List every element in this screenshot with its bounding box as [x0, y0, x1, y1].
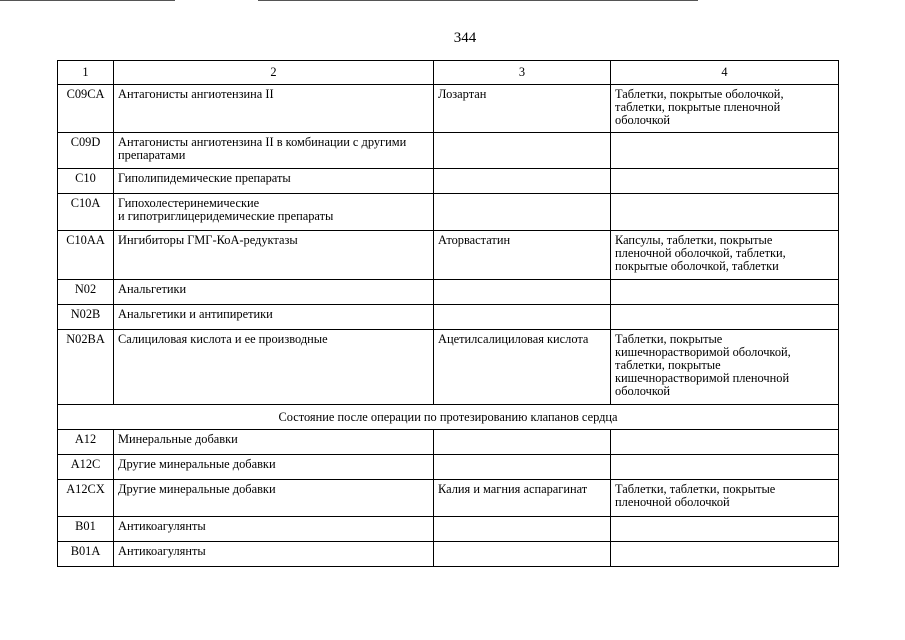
- dosage-form-cell: [611, 430, 839, 455]
- group-name-cell-text: Антикоагулянты: [118, 519, 206, 533]
- dosage-form-cell: [611, 280, 839, 305]
- group-name-cell-text: Другие минеральные добавки: [118, 482, 276, 496]
- table-row: [58, 194, 839, 231]
- table-row: [58, 169, 839, 194]
- substance-cell: [434, 330, 611, 405]
- group-name-cell-text: Салициловая кислота и ее производные: [118, 332, 328, 346]
- table-row: [58, 305, 839, 330]
- substance-cell: [434, 231, 611, 280]
- group-name-cell: [114, 330, 434, 405]
- atc-code-cell: [58, 194, 114, 231]
- dosage-form-cell-text: Таблетки, покрытые оболочкой, таблетки, покрытые пленочной оболочкой: [615, 87, 784, 127]
- section-row: [58, 405, 839, 430]
- header-row: [58, 61, 839, 85]
- dosage-form-cell: [611, 517, 839, 542]
- group-name-cell: [114, 517, 434, 542]
- atc-code-cell: [58, 305, 114, 330]
- table-row: [58, 85, 839, 133]
- group-name-cell: [114, 85, 434, 133]
- column-header-1: 1: [58, 61, 114, 85]
- column-header-2: 2: [114, 61, 434, 85]
- group-name-cell-text: Ингибиторы ГМГ-КоА-редуктазы: [118, 233, 298, 247]
- dosage-form-cell: [611, 305, 839, 330]
- top-edge-line-left: [0, 0, 175, 1]
- column-header-4: 4: [611, 61, 839, 85]
- dosage-form-cell: [611, 133, 839, 169]
- substance-cell: [434, 305, 611, 330]
- table-row: [58, 542, 839, 567]
- atc-code-cell: [58, 542, 114, 567]
- group-name-cell: [114, 280, 434, 305]
- atc-code-cell: [58, 231, 114, 280]
- atc-code-cell-text: B01: [75, 519, 96, 533]
- group-name-cell: [114, 480, 434, 517]
- group-name-cell-text: Гиполипидемические препараты: [118, 171, 291, 185]
- dosage-form-cell: [611, 480, 839, 517]
- drug-table: [57, 60, 839, 567]
- atc-code-cell-text: A12: [74, 432, 97, 446]
- substance-cell: [434, 430, 611, 455]
- atc-code-cell: [58, 330, 114, 405]
- atc-code-cell: [58, 455, 114, 480]
- dosage-form-cell-text: Таблетки, таблетки, покрытые пленочной оболочкой: [615, 482, 776, 509]
- group-name-cell-text: Анальгетики: [118, 282, 187, 296]
- table-row: [58, 330, 839, 405]
- atc-code-cell-text: N02B: [70, 307, 101, 321]
- atc-code-cell: [58, 280, 114, 305]
- atc-code-cell: [58, 133, 114, 169]
- atc-code-cell: [58, 85, 114, 133]
- group-name-cell-text: Минеральные добавки: [118, 432, 238, 446]
- group-name-cell: [114, 430, 434, 455]
- substance-cell: [434, 280, 611, 305]
- atc-code-cell: [58, 430, 114, 455]
- atc-code-cell-text: C09CA: [66, 87, 105, 101]
- group-name-cell: [114, 455, 434, 480]
- group-name-cell: [114, 305, 434, 330]
- atc-code-cell-text: C09D: [70, 135, 101, 149]
- substance-cell: [434, 169, 611, 194]
- substance-cell-text: Лозартан: [438, 87, 487, 101]
- group-name-cell: [114, 542, 434, 567]
- top-edge-line-center: [258, 0, 698, 1]
- substance-cell-text: Ацетилсалициловая кислота: [438, 332, 589, 346]
- table-row: [58, 455, 839, 480]
- group-name-cell-text: Антикоагулянты: [118, 544, 206, 558]
- dosage-form-cell: [611, 330, 839, 405]
- substance-cell: [434, 480, 611, 517]
- atc-code-cell: [58, 517, 114, 542]
- group-name-cell: [114, 231, 434, 280]
- atc-code-cell: [58, 480, 114, 517]
- section-heading: Состояние после операции по протезированию клапанов сердца: [58, 405, 839, 430]
- dosage-form-cell: [611, 194, 839, 231]
- atc-code-cell-text: N02: [74, 282, 97, 296]
- atc-code-cell-text: B01A: [70, 544, 101, 558]
- page-number: 344: [453, 30, 477, 46]
- group-name-cell: [114, 194, 434, 231]
- substance-cell: [434, 542, 611, 567]
- dosage-form-cell: [611, 542, 839, 567]
- atc-code-cell-text: C10A: [70, 196, 101, 210]
- group-name-cell-text: Антагонисты ангиотензина II в комбинации с другими препаратами: [118, 135, 407, 162]
- atc-code-cell-text: C10: [75, 171, 96, 185]
- substance-cell-text: Калия и магния аспарагинат: [438, 482, 588, 496]
- group-name-cell-text: Другие минеральные добавки: [118, 457, 276, 471]
- table-row: [58, 517, 839, 542]
- dosage-form-cell-text: Капсулы, таблетки, покрытые пленочной оболочкой, таблетки, покрытые оболочкой, таблетки: [615, 233, 786, 273]
- group-name-cell-text: Анальгетики и антипиретики: [118, 307, 273, 321]
- atc-code-cell-text: C10AA: [66, 233, 105, 247]
- substance-cell-text: Аторвастатин: [438, 233, 511, 247]
- column-header-3: 3: [434, 61, 611, 85]
- group-name-cell: [114, 169, 434, 194]
- dosage-form-cell-text: Таблетки, покрытые кишечнорастворимой оболочкой, таблетки, покрытые кишечнорастворимой пленочной оболочкой: [615, 332, 791, 398]
- dosage-form-cell: [611, 85, 839, 133]
- dosage-form-cell: [611, 231, 839, 280]
- substance-cell: [434, 194, 611, 231]
- atc-code-cell: [58, 169, 114, 194]
- dosage-form-cell: [611, 169, 839, 194]
- substance-cell: [434, 133, 611, 169]
- substance-cell: [434, 85, 611, 133]
- table-body: [58, 85, 839, 567]
- dosage-form-cell: [611, 455, 839, 480]
- atc-code-cell-text: N02BA: [66, 332, 105, 346]
- atc-code-cell-text: A12CX: [66, 482, 105, 496]
- group-name-cell: [114, 133, 434, 169]
- group-name-cell-text: Гипохолестеринемические и гипотриглицеридемические препараты: [118, 196, 334, 223]
- table-row: [58, 231, 839, 280]
- table-row: [58, 133, 839, 169]
- table-row: [58, 280, 839, 305]
- table-row: [58, 480, 839, 517]
- group-name-cell-text: Антагонисты ангиотензина II: [118, 87, 274, 101]
- table-row: [58, 430, 839, 455]
- substance-cell: [434, 517, 611, 542]
- substance-cell: [434, 455, 611, 480]
- atc-code-cell-text: A12C: [70, 457, 101, 471]
